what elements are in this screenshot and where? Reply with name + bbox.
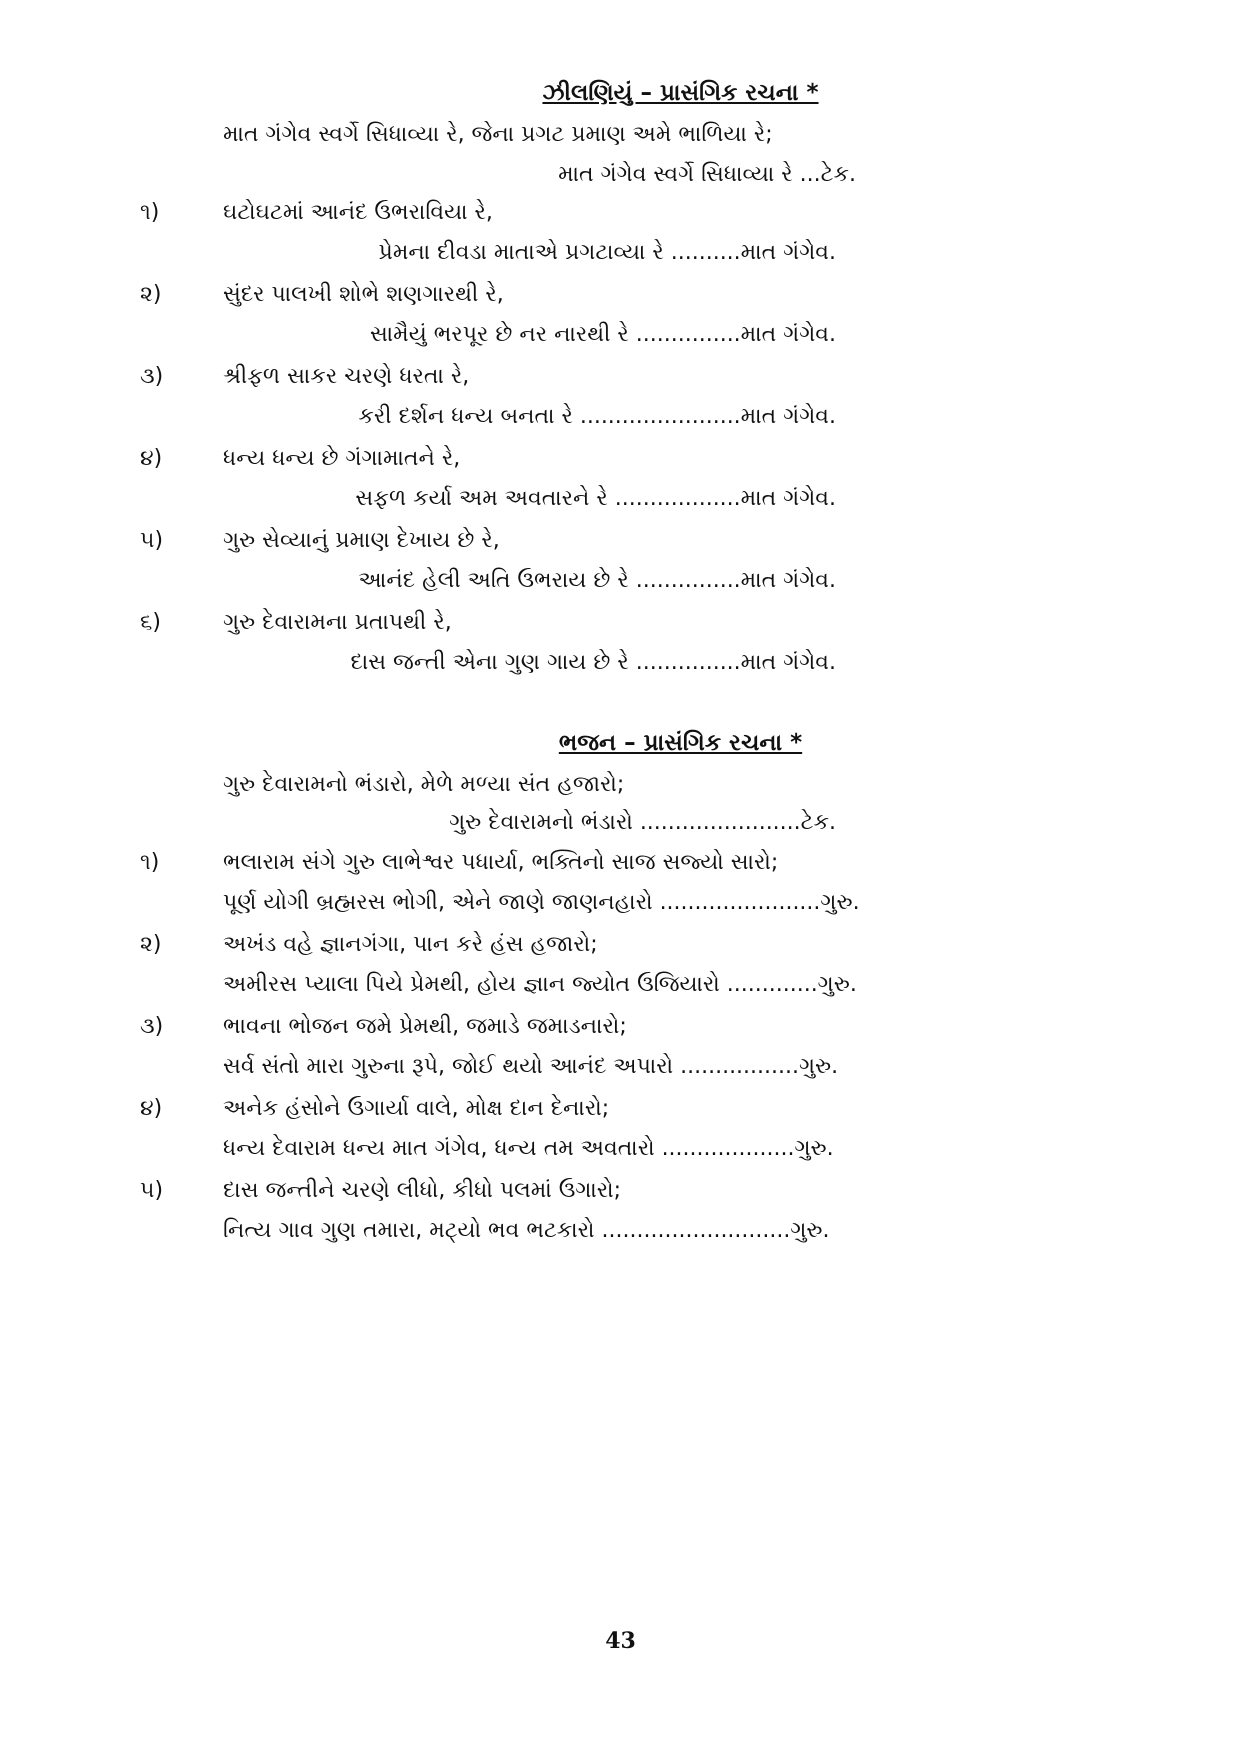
s2-verse4-line1: અનેક હંસોને ઉગાર્યા વાલે, મોક્ષ દાન દેનારો; bbox=[223, 1096, 610, 1121]
s1-verse5-number: ૫) bbox=[140, 528, 164, 553]
s1-verse5-line1: ગુરુ સેવ્યાનું પ્રમાણ દેખાય છે રે, bbox=[223, 528, 500, 553]
s2-verse5-number: ૫) bbox=[140, 1178, 164, 1203]
s2-verse4-number: ૪) bbox=[140, 1096, 163, 1121]
s1-verse3-line1: શ્રીફળ સાકર ચરણે ધરતા રે, bbox=[223, 364, 470, 389]
s1-verse3-line2: કરી દર્શન ધન્ય બનતા રે .......................માત ગંગેવ. bbox=[358, 404, 836, 429]
s2-verse5-line1: દાસ જન્તીને ચરણે લીધો, કીધો પલમાં ઉગારો; bbox=[223, 1178, 622, 1203]
s1-verse6-line1: ગુરુ દેવારામના પ્રતાપથી રે, bbox=[223, 610, 452, 635]
page-number: 43 bbox=[605, 1628, 636, 1654]
s2-verse4-line2: ધન્ય દેવારામ ધન્ય માત ગંગેવ, ધન્ય તમ અવતારો ...................ગુરુ. bbox=[223, 1136, 834, 1161]
s1-verse5-line2: આનંદ હેલી અતિ ઉભરાય છે રે ...............માત ગંગેવ. bbox=[358, 568, 836, 593]
s1-verse4-number: ૪) bbox=[140, 446, 163, 471]
s1-verse2-line1: સુંદર પાલખી શોભે શણગારથી રે, bbox=[223, 282, 504, 307]
section2-title: ભજન – પ્રાસંગિક રચના * bbox=[558, 730, 803, 756]
s1-verse4-line2: સફળ કર્યા અમ અવતારને રે ..................માત ગંગેવ. bbox=[355, 486, 836, 511]
s1-verse1-line1: ઘટોઘટમાં આનંદ ઉભરાવિયા રે, bbox=[223, 200, 493, 225]
s2-verse3-line2: સર્વ સંતો મારા ગુરુના રૂપે, જોઈ થયો આનંદ અપારો .................ગુરુ. bbox=[223, 1054, 839, 1079]
s2-verse2-line2: અમીરસ પ્યાલા પિયે પ્રેમથી, હોય જ્ઞાન જ્યોત ઉજિયારો .............ગુરુ. bbox=[223, 972, 857, 997]
s2-verse1-line1: ભલારામ સંગે ગુરુ લાભેશ્વર પધાર્યા, ભક્તિનો સાજ સજ્યો સારો; bbox=[223, 850, 779, 875]
s2-verse5-line2: નિત્ય ગાવ ગુણ તમારા, મટ્યો ભવ ભટકારો ...........................ગુરુ. bbox=[223, 1218, 830, 1243]
s2-verse1-line2: પૂર્ણ યોગી બ્રહ્મરસ ભોગી, એને જાણે જાણનહારો .......................ગુરુ. bbox=[223, 890, 860, 915]
section2-refrain-line1: ગુરુ દેવારામનો ભંડારો, મેળે મળ્યા સંત હજારો; bbox=[223, 772, 625, 797]
s1-verse4-line1: ધન્ય ધન્ય છે ગંગામાતને રે, bbox=[223, 446, 461, 471]
s1-verse6-line2: દાસ જન્તી એના ગુણ ગાય છે રે ...............માત ગંગેવ. bbox=[350, 650, 836, 675]
section1-refrain-line2: માત ગંગેવ સ્વર્ગે સિધાવ્યા રે ...ટેક. bbox=[558, 162, 856, 187]
s1-verse2-number: ૨) bbox=[140, 282, 162, 307]
section1-title: ઝીલણિયું – પ્રાસંગિક રચના * bbox=[542, 80, 819, 106]
section2-refrain-line2: ગુરુ દેવારામનો ભંડારો .......................ટેક. bbox=[449, 810, 836, 835]
s2-verse3-line1: ભાવના ભોજન જમે પ્રેમથી, જમાડે જમાડનારો; bbox=[223, 1014, 627, 1039]
s1-verse2-line2: સામૈયું ભરપૂર છે નર નારથી રે ...............માત ગંગેવ. bbox=[369, 322, 836, 347]
s2-verse3-number: ૩) bbox=[140, 1014, 164, 1039]
s1-verse3-number: ૩) bbox=[140, 364, 164, 389]
s2-verse2-number: ૨) bbox=[140, 932, 162, 957]
s1-verse1-number: ૧) bbox=[140, 200, 160, 225]
s2-verse1-number: ૧) bbox=[140, 850, 160, 875]
s1-verse6-number: ૬) bbox=[140, 610, 161, 635]
section1-refrain-line1: માત ગંગેવ સ્વર્ગે સિધાવ્યા રે, જેના પ્રગટ પ્રમાણ અમે ભાળિયા રે; bbox=[223, 122, 773, 147]
s2-verse2-line1: અખંડ વહે જ્ઞાનગંગા, પાન કરે હંસ હજારો; bbox=[223, 932, 598, 957]
s1-verse1-line2: પ્રેમના દીવડા માતાએ પ્રગટાવ્યા રે ..........માત ગંગેવ. bbox=[378, 240, 836, 265]
